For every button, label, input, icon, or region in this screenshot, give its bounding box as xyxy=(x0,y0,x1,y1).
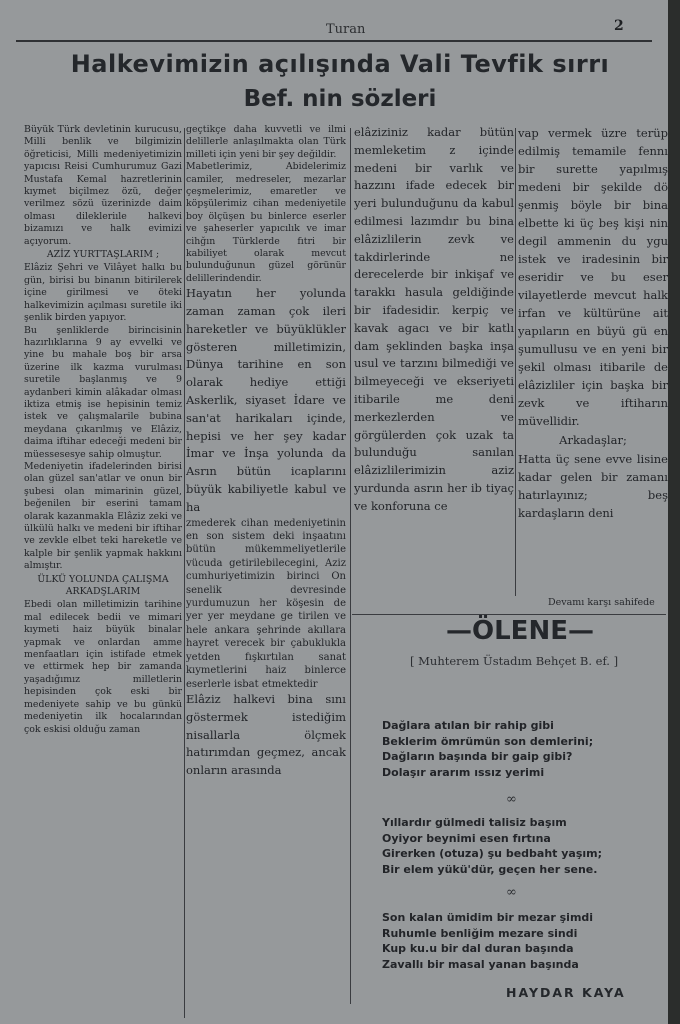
poem-line: Girerken (otuza) şu bedbaht yaşım; xyxy=(382,847,603,861)
subheading: ÜLKÜ YOLUNDA ÇALIŞMA ARKADŞLARIM xyxy=(37,573,169,598)
headline-line-2: Bef. nin sözleri xyxy=(243,86,437,112)
continued-note: Devamı karşı sahifede xyxy=(548,597,655,608)
paragraph: Hayatın her yolunda zaman zaman çok ileri hareketler ve büyüklükler gösteren milletimizin, Dünya tarihine en son olarak hediye ettiği Askerlik, siyaset İdare ve san'at harikaları içinde, hepisi ve her şey kadar İmar ve İnşa yolunda da Asrın bütün icaplarını büyük kabiliyetle kabul ve ha xyxy=(186,286,346,514)
poem-stanza-2 xyxy=(382,815,668,877)
column-divider xyxy=(184,128,185,1018)
paragraph: geçtikçe daha kuvvetli ve ilmi delillerle anlaşılmakta olan Türk milleti için yeni bir şey değildir. xyxy=(186,124,346,160)
paragraph: elâziziniz kadar bütün memleketim z içinde medeni bir varlık ve hazzını ifade edecek bir yeri bulunduğunu da kabul edilmesi lazımdır bu bina elâzizlilerin zevk ve takdirlerinde ne derecelerde bir inkişaf ve tarakkı hasula geldiğinde bir ifadesidir. kerpiç ve kavak agacı ve bir katlı dam şeklinden başka inşa usul ve tarzını bilmediği ve bilmeyeceği ve ekseriyeti itibarile me deni merkezlerden ve görgülerden çok uzak ta bulunduğu sanılan elâzizlilerimizin aziz yurdunda asrın her ib tiyaç ve konforuna ce xyxy=(354,125,514,513)
page-number: 2 xyxy=(614,18,624,34)
article-column-2 xyxy=(186,124,346,1019)
poem-line: Bir elem yükü'dür, geçen her sene. xyxy=(382,862,598,876)
ornament-divider: ∞ xyxy=(506,792,517,807)
poem-title: —ÖLENE— xyxy=(446,616,594,646)
paragraph: Medeniyetin ifadelerinden birisi olan güzel san'atlar ve onun bir şubesi olan mimarinin güzel, beğenilen bir eserini tamam olarak kazanmakla Elâziz zeki ve ülkülü halkı ve medeni bir iftihar ve zevkle elbet teki hareketle ve kalple bir şenlik yapmak hakkını almıştır. xyxy=(24,460,182,572)
poem-stanza-3 xyxy=(382,910,668,972)
article-column-3 xyxy=(354,124,514,596)
column-divider xyxy=(515,128,516,596)
paragraph: vap vermek üzre terüp edilmiş temamile fennı bir surette yapılmış medeni bir şekilde dö şenmiş böyle bir bina elbette ki üç beş kişi nin degil ammenin du ygu istek ve iradesinin bir eseridir ve bu eser vilayetlerde mevcut halk irfan ve kültürüne ait yapıların en büyü gü en şumullusu ve en yeni bir şekil olması itibarile de elâzizliler için başka bir zevk ve iftiharın müvellidir. xyxy=(518,126,668,428)
paragraph: Elâziz halkevi bina sını göstermek istediğim nisallarla ölçmek hatırımdan geçmez, ancak onların arasında xyxy=(186,691,346,778)
paragraph: Bu şenliklerde birincisinin hazırlıklarına 9 ay evvelki ve yine bu mahale boş bir arsa üzerine ilk kazma vurulması suretile başlanmış ve 9 aydanberi kimin alâkadar olması iktiza etmiş ise hepisinin temiz istek ve çalışmalarile bubina meydana çıkarılmış ve Elâziz, daima iftihar edeceği medeni bir müessesesye sahip olmuştur. xyxy=(24,324,182,460)
poem-line: Beklerim ömrümün son demlerini; xyxy=(382,734,594,748)
paragraph: Ebedi olan milletimizin tarihine mal edilecek bedii ve mimari kıymeti haiz büyük binalar yapmak ve onlardan amme menfaatları için istifade etmek ve ettirmek hep bir zamanda yaşadığımız milletlerin hepisinden çok eski bir medeniyete sahip ve bu günkü medeniyetin ilk hocalarından çok eskisi olduğu zaman xyxy=(24,599,182,735)
paragraph: Hatta üç sene evve lisine kadar gelen bir zamanı hatırlayınız; beş kardaşların deni xyxy=(518,452,668,520)
poem-stanza-1 xyxy=(382,718,668,780)
poem-line: Zavallı bir masal yanan başında xyxy=(382,957,579,971)
paragraph: Büyük Türk devletinin kurucusu, Milli benlik ve bilgimizin öğreticisi, Milli medeniyetimizin yapıcısı Reisi Cumhurumuz Gazi Mustafa Kemal hazretlerinin kıymet biçilmez özü, değer verilmez sözü üzerinizde daim olması dilekleriıle halkevi bizamızı ve halk evimizi açıyorum. xyxy=(24,124,182,247)
poem-line: Oyiyor beynimi esen fırtına xyxy=(382,831,551,845)
masthead-rule xyxy=(16,40,652,42)
poem-signature: HAYDAR KAYA xyxy=(506,985,626,1000)
headline-line-1: Halkevimizin açılışında Vali Tevfik sırrı xyxy=(70,50,610,78)
poem-line: Kup ku.u bir dal duran başında xyxy=(382,942,574,956)
column-divider xyxy=(350,128,351,1004)
poem-line: Yıllardır gülmedi talisiz başım xyxy=(382,816,567,829)
poem-dedication: [ Muhterem Üstadım Behçet B. ef. ] xyxy=(410,654,619,668)
paragraph: Elâziz Şehri ve Vilâyet halkı bu gün, birisi bu binanın bitirilerek içine girilmesi ve öteki halkevimizin açılması suretile iki şenlik birden yapıyor. xyxy=(24,262,182,324)
paragraph: zmederek cihan medeniyetinin en son sistem deki inşaatını bütün mükemmeliyetlerile vücuda getirilebilecegini, Aziz cumhuriyetimizin birinci On senelik devresinde yurdumuzun her köşesin de yer yer meydane ge tirilen ve hele ankara şehrinde akıllara hayret verecek bir çabuklukla yetden fışkırtılan sanat kıymetlerini haiz binlerce eserlerle isbat etmektedir xyxy=(186,517,346,690)
newspaper-name: Turan xyxy=(326,22,366,37)
article-column-4 xyxy=(518,124,668,596)
poem-line: Son kalan ümidim bir mezar şimdi xyxy=(382,911,594,924)
ornament-divider: ∞ xyxy=(506,885,517,900)
article-column-1 xyxy=(24,124,182,1019)
poem-line: Dolaşır ararım ıssız yerimi xyxy=(382,765,545,779)
poem-line: Dağların başında bir gaip gibi? xyxy=(382,750,573,764)
masthead xyxy=(16,14,652,44)
subheading: AZİZ YURTTAŞLARIM ; xyxy=(46,249,160,261)
section-divider xyxy=(352,614,666,615)
poem-line: Dağlara atılan bir rahip gibi xyxy=(382,719,554,732)
poem-line: Ruhumle benliğim mezare sindi xyxy=(382,926,578,940)
paragraph: Mabetlerimiz, Abidelerimiz camiler, medreseler, mezarlar çeşmelerimiz, emaretler ve köpşülerimiz cihan medeniyetile boy ölçüşen bu binlerce eserler ve şaheserler yapıcılık ve imar cihğın Türklerde fıtri bir kabiliyet olarak mevcut bulunduğunun güzel görünür delillerindendir. xyxy=(186,161,346,284)
paragraph: Arkadaşlar; xyxy=(559,433,627,447)
